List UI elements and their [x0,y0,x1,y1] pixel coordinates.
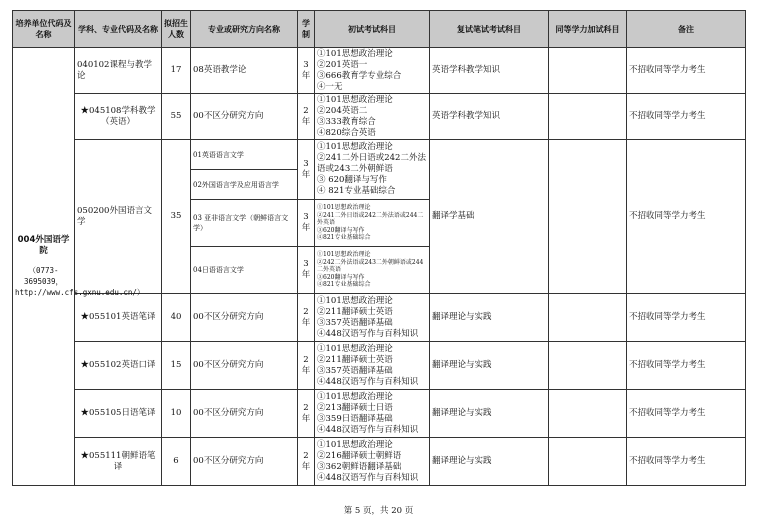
unit-name: 004外国语学院 [17,235,70,256]
table-row [13,438,746,486]
exam-subject: ①101思想政治理论 [317,48,393,59]
years-cell: 3年 [298,200,315,247]
exam-subject: ③333教育综合 [317,116,376,127]
exam-subject: ②201英语一 [317,59,368,70]
exam-subject: ①101思想政治理论 [317,94,393,105]
direction-cell: 03 亚非语言文学（朝鲜语言文学） [191,200,298,247]
header-exam: 初试考试科目 [315,11,430,48]
years-cell: 2年 [298,342,315,390]
table-row [13,94,746,140]
exam-subject: ④448汉语写作与百科知识 [317,424,419,435]
admissions-table [12,10,746,486]
exam-subject: ③357英语翻译基础 [317,317,393,328]
exam-subject: ③362朝鲜语翻译基础 [317,461,402,472]
exam-subject: ①101思想政治理论 [317,295,393,306]
retest-cell: 翻译学基础 [430,140,549,294]
retest-cell: 翻译理论与实践 [430,438,549,486]
exam-subject: ③620翻译与写作 [317,273,365,281]
header-subject: 学科、专业代码及名称 [75,11,162,48]
table-row [13,390,746,438]
exam-cell [315,390,430,438]
direction-cell: 01英语语言文学 [191,140,298,170]
direction-cell: 08英语教学论 [191,48,298,94]
enroll-cell: 40 [162,294,191,342]
years-cell: 3年 [298,48,315,94]
header-note: 备注 [627,11,746,48]
extra-cell [549,342,627,390]
retest-cell: 翻译理论与实践 [430,294,549,342]
subject-cell: ★055102英语口译 [75,342,162,390]
years-cell: 3年 [298,140,315,200]
exam-subject: ④448汉语写作与百科知识 [317,472,419,483]
exam-subject: ②242二外法语或243二外朝鲜语或244二外英语 [317,258,424,274]
subject-cell: 040102课程与教学论 [75,48,162,94]
exam-subject: ③ 620翻译与写作 [317,175,387,185]
exam-cell [315,294,430,342]
table-row [13,48,746,94]
direction-cell: 00不区分研究方向 [191,342,298,390]
subject-cell: 050200外国语言文学 [75,140,162,294]
exam-subject: ④一无 [317,81,343,92]
enroll-cell: 6 [162,438,191,486]
exam-subject: ②241二外日语或242二外法语或243二外朝鲜语 [317,153,426,174]
header-years: 学制 [298,11,315,48]
exam-cell [315,140,430,200]
direction-cell: 00不区分研究方向 [191,294,298,342]
exam-subject: ①101思想政治理论 [317,204,371,212]
extra-cell [549,390,627,438]
header-direction: 专业或研究方向名称 [191,11,298,48]
note-cell: 不招收同等学力考生 [627,140,746,294]
direction-cell: 04日语语言文学 [191,247,298,294]
retest-cell: 翻译理论与实践 [430,390,549,438]
unit-contact: （0773-3695039，http://www.cfs.gxnu.edu.cn/） [15,266,145,297]
years-cell: 2年 [298,294,315,342]
note-cell: 不招收同等学力考生 [627,294,746,342]
exam-subject: ①101思想政治理论 [317,391,393,402]
enroll-cell: 35 [162,140,191,294]
years-cell: 2年 [298,390,315,438]
exam-subject: ④ 821专业基础综合 [317,186,396,196]
table-row [13,140,746,170]
subject-cell: ★055111朝鲜语笔译 [75,438,162,486]
note-cell: 不招收同等学力考生 [627,48,746,94]
table-row [13,342,746,390]
exam-subject: ③357英语翻译基础 [317,365,393,376]
exam-subject: ④448汉语写作与百科知识 [317,328,419,339]
page-footer: 第 5 页，共 20 页 [343,506,414,516]
direction-cell: 00不区分研究方向 [191,390,298,438]
retest-cell: 英语学科教学知识 [430,48,549,94]
exam-subject: ①101思想政治理论 [317,142,393,152]
direction-cell: 02外国语言学及应用语言学 [191,170,298,200]
retest-cell: 英语学科教学知识 [430,94,549,140]
note-cell: 不招收同等学力考生 [627,94,746,140]
table-row [13,294,746,342]
exam-subject: ②216翻译硕士朝鲜语 [317,450,402,461]
exam-subject: ③666教育学专业综合 [317,70,402,81]
exam-subject: ②241二外日语或242二外法语或244二外英语 [317,211,424,227]
exam-cell [315,247,430,294]
header-retest: 复试笔试考试科目 [430,11,549,48]
exam-subject: ④448汉语写作与百科知识 [317,376,419,387]
exam-subject: ③359日语翻译基础 [317,413,393,424]
header-enroll: 拟招生人数 [162,11,191,48]
enroll-cell: 15 [162,342,191,390]
enroll-cell: 10 [162,390,191,438]
note-cell: 不招收同等学力考生 [627,438,746,486]
exam-subject: ③620翻译与写作 [317,226,365,234]
header-extra: 同等学力加试科目 [549,11,627,48]
extra-cell [549,48,627,94]
note-cell: 不招收同等学力考生 [627,342,746,390]
header-unit: 培养单位代码及名称 [13,11,75,48]
extra-cell [549,438,627,486]
enroll-cell: 55 [162,94,191,140]
exam-subject: ②211翻译硕士英语 [317,306,393,317]
subject-cell: ★045108学科教学（英语） [75,94,162,140]
note-cell: 不招收同等学力考生 [627,390,746,438]
extra-cell [549,140,627,294]
exam-cell [315,438,430,486]
exam-subject: ④821专业基础综合 [317,234,371,242]
exam-subject: ②211翻译硕士英语 [317,354,393,365]
direction-cell: 00不区分研究方向 [191,438,298,486]
exam-subject: ①101思想政治理论 [317,251,371,259]
extra-cell [549,294,627,342]
exam-subject: ②204英语二 [317,105,368,116]
exam-cell [315,342,430,390]
years-cell: 2年 [298,94,315,140]
subject-cell: ★055101英语笔译 [75,294,162,342]
exam-subject: ①101思想政治理论 [317,343,393,354]
years-cell: 2年 [298,438,315,486]
subject-cell: ★055105日语笔译 [75,390,162,438]
exam-cell [315,48,430,94]
direction-cell: 00不区分研究方向 [191,94,298,140]
exam-cell [315,200,430,247]
exam-subject: ①101思想政治理论 [317,439,393,450]
header-row [13,11,746,48]
exam-subject: ④821专业基础综合 [317,281,371,289]
exam-cell [315,94,430,140]
retest-cell: 翻译理论与实践 [430,342,549,390]
years-cell: 3年 [298,247,315,294]
extra-cell [549,94,627,140]
exam-subject: ②213翻译硕士日语 [317,402,393,413]
exam-subject: ④820综合英语 [317,127,376,138]
enroll-cell: 17 [162,48,191,94]
